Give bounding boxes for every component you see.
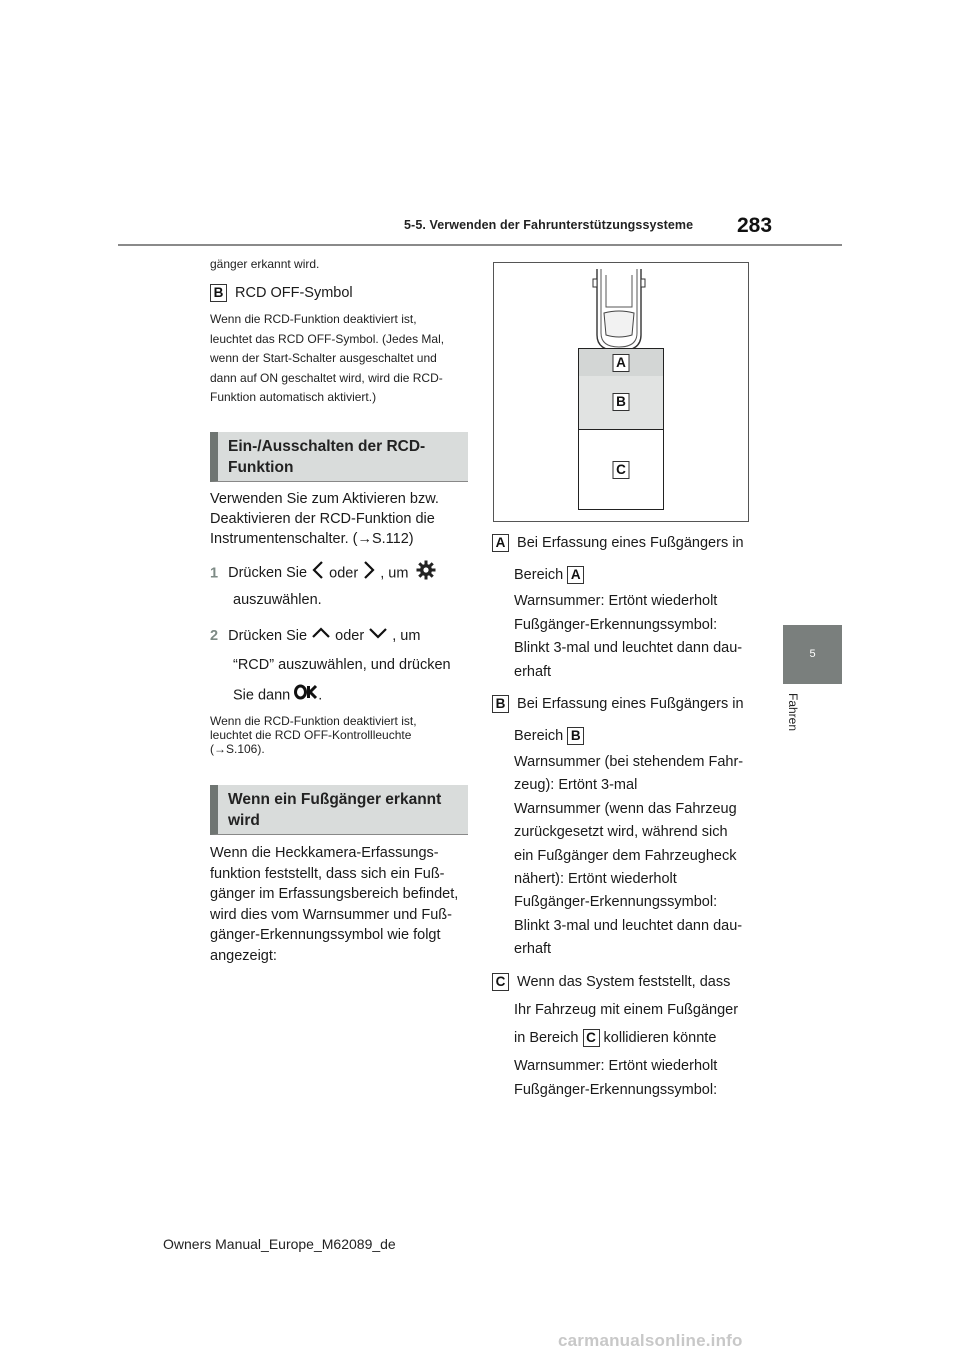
- text-line: erhaft: [514, 941, 552, 958]
- step-number: 1: [210, 565, 219, 582]
- text-line: Blinkt 3-mal und leuchtet dann dau-: [514, 640, 743, 656]
- text-line: wird dies vom Warnsummer und Fuß-: [210, 906, 452, 923]
- step-text: Drücken Sie: [228, 628, 308, 644]
- label-badge-b: B: [492, 695, 509, 713]
- step-text: oder: [329, 565, 359, 582]
- section2-text: [210, 843, 458, 966]
- section-header: 5-5. Verwenden der Fahrunterstützungssysteme: [404, 218, 694, 232]
- text-line: Fußgänger-Erkennungssymbol:: [514, 1081, 718, 1098]
- text-line: gänger im Erfassungsbereich befindet,: [210, 886, 459, 902]
- text-line: gänger-Erkennungssymbol wie folgt: [210, 927, 441, 943]
- item-b-heading: [210, 283, 353, 303]
- item-b-description: [210, 310, 444, 408]
- section1-intro: [210, 489, 439, 549]
- text-line: funktion feststellt, dass sich ein Fuß-: [210, 865, 445, 882]
- text-line: zurückgesetzt wird, während sich: [514, 824, 728, 841]
- step-text: oder: [335, 628, 365, 644]
- text-line: kollidieren könnte: [603, 1030, 717, 1046]
- ok-icon: [294, 684, 318, 707]
- text-line: Funktion automatisch aktiviert.): [210, 390, 377, 404]
- text-line: Fußgänger-Erkennungssymbol:: [514, 894, 718, 911]
- step-text: Sie dann: [233, 687, 291, 704]
- step-text: .: [318, 687, 323, 704]
- text-line: Wenn die RCD-Funktion deaktiviert ist,: [210, 714, 417, 728]
- step-1-cont: auszuwählen.: [233, 592, 322, 608]
- text-line: dann auf ON geschaltet wird, wird die RCD-: [210, 370, 443, 385]
- label-badge-a: A: [492, 534, 509, 552]
- detection-area-figure: [493, 262, 749, 522]
- chevron-up-icon: [311, 625, 331, 647]
- chevron-left-icon: [311, 560, 325, 587]
- chapter-label: Fahren: [786, 693, 800, 732]
- heading-line: Wenn ein Fußgänger erkannt: [228, 791, 442, 808]
- heading-line: wird: [228, 812, 260, 829]
- label-badge-c: C: [613, 461, 630, 479]
- watermark: carmanualsonline.info: [558, 1331, 743, 1350]
- step-2: [210, 625, 420, 647]
- text-line: Fußgänger-Erkennungssymbol:: [514, 616, 718, 633]
- text-line: in Bereich: [514, 1030, 579, 1046]
- section-heading-detection: [210, 785, 468, 835]
- text-line: Bei Erfassung eines Fußgängers in: [517, 535, 744, 551]
- text-line: Wenn das System feststellt, dass: [517, 974, 731, 990]
- text-line: zeug): Ertönt 3-mal: [514, 777, 638, 794]
- text-line: Warnsummer: Ertönt wiederholt: [514, 593, 718, 609]
- heading-line: Ein-/Ausschalten der RCD-: [228, 438, 426, 455]
- label-badge-b: B: [210, 284, 227, 302]
- gear-icon: [416, 560, 436, 587]
- text-line: [492, 564, 752, 586]
- text-line: Warnsummer (wenn das Fahrzeug: [514, 800, 737, 817]
- section-heading-toggle: [210, 432, 468, 482]
- heading-line: Funktion: [228, 459, 294, 476]
- chevron-right-icon: [362, 560, 376, 587]
- header-divider: [118, 244, 842, 246]
- label-badge-c: C: [492, 973, 509, 991]
- text-line: Ihr Fahrzeug mit einem Fußgänger: [514, 1002, 739, 1018]
- car-top-view-icon: [591, 269, 647, 353]
- text-line: Wenn die RCD-Funktion deaktiviert ist,: [210, 312, 417, 326]
- step-text: Drücken Sie: [228, 565, 308, 582]
- item-b-title: RCD OFF-Symbol: [235, 285, 353, 301]
- text-line: Bei Erfassung eines Fußgängers in: [517, 696, 744, 712]
- text-line: erhaft: [514, 663, 552, 680]
- step-number: 2: [210, 628, 219, 644]
- item-b: [492, 693, 752, 962]
- zone-b: [578, 376, 664, 431]
- chevron-down-icon: [368, 625, 388, 647]
- text-line: leuchtet die RCD OFF-Kontrollleuchte: [210, 728, 412, 742]
- continued-text: gänger erkannt wird.: [210, 257, 320, 271]
- label-badge-b: B: [567, 727, 584, 745]
- text-line: Bereich: [514, 567, 564, 583]
- step-2-cont2: [233, 684, 322, 707]
- text-line: Bereich: [514, 728, 564, 744]
- text-line: Blinkt 3-mal und leuchtet dann dau-: [514, 917, 743, 934]
- step-text: , um: [380, 565, 409, 582]
- text-line: [492, 725, 752, 747]
- text-line: leuchtet das RCD OFF-Symbol. (Jedes Mal,: [210, 331, 445, 346]
- label-badge-a: A: [567, 566, 584, 584]
- page-number: 283: [737, 214, 773, 237]
- label-badge-b: B: [613, 393, 630, 411]
- text-line: ein Fußgänger dem Fahrzeugheck: [514, 847, 737, 864]
- text-line: Warnsummer: Ertönt wiederholt: [514, 1058, 718, 1074]
- note-text: [210, 714, 417, 756]
- text-line: Instrumentenschalter. (→S.112): [210, 531, 414, 547]
- text-line: Deaktivieren der RCD-Funktion die: [210, 511, 435, 527]
- step-2-cont: “RCD” auszuwählen, und drücken: [233, 657, 451, 673]
- chapter-tab[interactable]: 5: [783, 625, 842, 684]
- text-line: Warnsummer (bei stehendem Fahr-: [514, 754, 744, 770]
- text-line: Verwenden Sie zum Aktivieren bzw.: [210, 491, 439, 507]
- step-text: , um: [392, 628, 421, 644]
- zone-c: [578, 429, 664, 510]
- zone-a: [578, 348, 664, 378]
- text-line: angezeigt:: [210, 947, 277, 964]
- label-badge-c: C: [583, 1029, 600, 1047]
- step-1: [210, 560, 436, 587]
- item-a: [492, 532, 752, 684]
- label-badge-a: A: [613, 354, 630, 372]
- footer-text: Owners Manual_Europe_M62089_de: [163, 1236, 396, 1252]
- item-c: [492, 971, 752, 1102]
- text-line: nähert): Ertönt wiederholt: [514, 871, 677, 888]
- text-line: Wenn die Heckkamera-Erfassungs-: [210, 845, 439, 861]
- text-line: (→S.106).: [210, 742, 265, 756]
- text-line: [492, 1027, 752, 1049]
- text-line: wenn der Start-Schalter ausgeschaltet und: [210, 351, 437, 365]
